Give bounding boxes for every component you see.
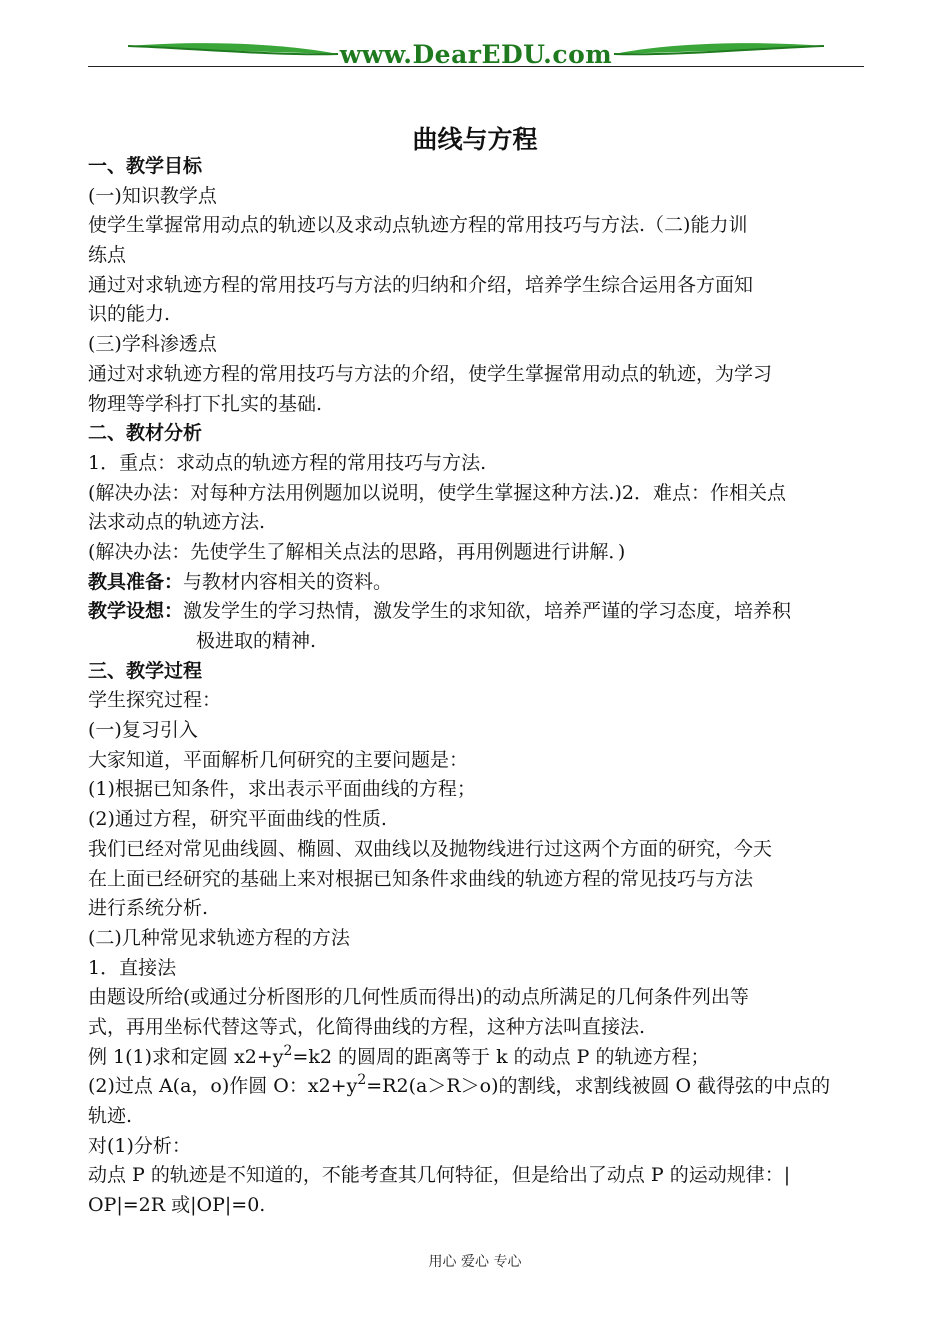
page-title: 曲线与方程: [412, 125, 538, 154]
example-line: [88, 1072, 864, 1102]
teaching-idea-label: 教学设想：: [88, 600, 184, 623]
paragraph-line: (解决办法：对每种方法用例题加以说明，使学生掌握这种方法.)2．难点：作相关点: [88, 481, 786, 504]
paragraph-line: (1)根据已知条件，求出表示平面曲线的方程；: [88, 778, 476, 801]
paragraph-line: (解决办法：先使学生了解相关点法的思路，再用例题进行讲解．): [88, 540, 626, 563]
example-text-a: (2)过点 A(a，o)作圆 O：x2+y: [88, 1075, 358, 1098]
paragraph-line: 学生探究过程：: [88, 689, 222, 712]
paragraph-line: 进行系统分析.: [88, 897, 209, 920]
paragraph-line: 练点: [88, 244, 127, 267]
section-heading: 三、教学过程: [88, 659, 203, 682]
paragraph-line: 法求动点的轨迹方法.: [88, 511, 266, 534]
paragraph-line: 1．直接法: [88, 956, 177, 979]
paragraph-line: 式，再用坐标代替这等式，化简得曲线的方程，这种方法叫直接法.: [88, 1015, 646, 1038]
paragraph-line: OP|=2R 或|OP|=0.: [88, 1194, 266, 1217]
document-body: [88, 152, 864, 1221]
teaching-idea-text: 激发学生的学习热情，激发学生的求知欲，培养严谨的学习态度，培养积: [183, 600, 792, 623]
example-text-b: =R2(a＞R＞o)的割线，求割线被圆 O 截得弦的中点的: [366, 1075, 831, 1098]
paragraph-line: 对(1)分析：: [88, 1134, 191, 1157]
teaching-aids-label: 教具准备：: [88, 570, 184, 593]
paragraph-line: 轨迹.: [88, 1105, 133, 1127]
paragraph-line: 大家知道，平面解析几何研究的主要问题是：: [88, 748, 469, 771]
superscript: 2: [283, 1042, 293, 1059]
page-footer: 用心 爱心 专心: [428, 1254, 522, 1270]
subheading: (一)复习引入: [88, 719, 198, 742]
teaching-aids-line: [88, 568, 864, 598]
paragraph-line: 极进取的精神.: [196, 630, 317, 652]
teaching-aids-text: 与教材内容相关的资料。: [183, 570, 393, 593]
example-text-a: 例 1(1)求和定圆 x2+y: [88, 1045, 284, 1068]
section-heading: 二、教材分析: [88, 422, 203, 445]
paragraph-line: 1．重点：求动点的轨迹方程的常用技巧与方法.: [88, 451, 487, 474]
site-url[interactable]: www.DearEDU.com: [339, 40, 613, 69]
paragraph-line: 通过对求轨迹方程的常用技巧与方法的介绍，使学生掌握常用动点的轨迹，为学习: [88, 362, 773, 385]
paragraph-line: 通过对求轨迹方程的常用技巧与方法的归纳和介绍，培养学生综合运用各方面知: [88, 273, 754, 296]
paragraph-line: 在上面已经研究的基础上来对根据已知条件求曲线的轨迹方程的常见技巧与方法: [88, 867, 754, 890]
example-text-b: =k2 的圆周的距离等于 k 的动点 P 的轨迹方程；: [292, 1045, 710, 1068]
paragraph-line: 动点 P 的轨迹是不知道的，不能考查其几何特征，但是给出了动点 P 的运动规律：|: [88, 1164, 791, 1187]
paragraph-line: 物理等学科打下扎实的基础.: [88, 392, 323, 415]
example-line: [88, 1043, 864, 1073]
paragraph-line: 我们已经对常见曲线圆、椭圆、双曲线以及抛物线进行过这两个方面的研究，今天: [88, 837, 773, 860]
header-divider: [88, 66, 864, 67]
subheading: (一)知识教学点: [88, 184, 217, 207]
paragraph-line: (2)通过方程，研究平面曲线的性质.: [88, 808, 387, 831]
superscript: 2: [357, 1072, 367, 1089]
paragraph-line: 识的能力.: [88, 303, 171, 326]
section-heading: 一、教学目标: [88, 155, 203, 177]
subheading: (二)几种常见求轨迹方程的方法: [88, 926, 350, 949]
paragraph-line: 使学生掌握常用动点的轨迹以及求动点轨迹方程的常用技巧与方法.（二)能力训: [88, 214, 748, 237]
paragraph-line: 由题设所给(或通过分析图形的几何性质而得出)的动点所满足的几何条件列出等: [88, 986, 749, 1009]
teaching-idea-line: [88, 597, 864, 627]
subheading: (三)学科渗透点: [88, 333, 217, 356]
